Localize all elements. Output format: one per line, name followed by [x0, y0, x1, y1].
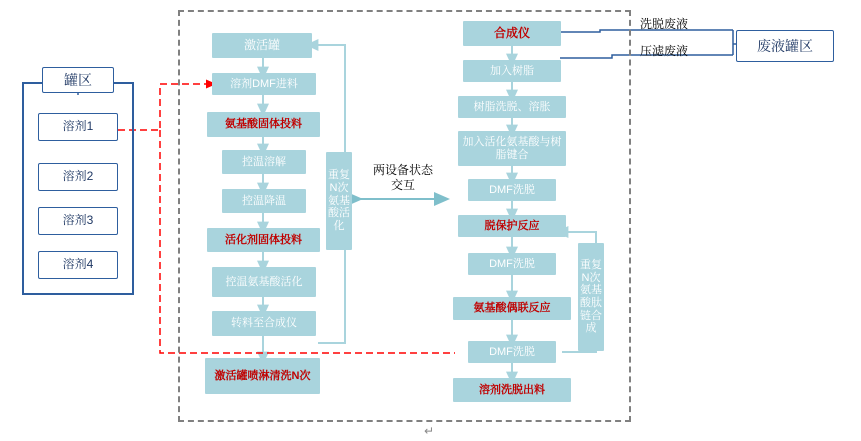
right-step-4[interactable]: DMF洗脱 [468, 179, 556, 201]
right-step-8[interactable]: DMF洗脱 [468, 341, 556, 363]
waste-tank-area[interactable]: 废液罐区 [736, 30, 834, 62]
state-interaction-label: 两设备状态交互 [372, 163, 433, 192]
solvent-item-3[interactable]: 溶剂3 [38, 207, 118, 235]
tank-area-header[interactable]: 罐区 [42, 67, 114, 93]
right-loop-label: 重复N次氨基酸肽链合成 [578, 243, 604, 351]
left-step-1[interactable]: 溶剂DMF进料 [212, 73, 316, 95]
right-step-9[interactable]: 溶剂洗脱出料 [453, 378, 571, 402]
right-step-7[interactable]: 氨基酸偶联反应 [453, 297, 571, 320]
left-step-3[interactable]: 控温溶解 [222, 150, 306, 174]
left-step-4[interactable]: 控温降温 [222, 189, 306, 213]
solvent-item-4[interactable]: 溶剂4 [38, 251, 118, 279]
solvent-item-1[interactable]: 溶剂1 [38, 113, 118, 141]
left-step-5[interactable]: 活化剂固体投料 [207, 228, 320, 252]
waste-line-1: 洗脱废液 [640, 17, 689, 31]
solvent-item-2[interactable]: 溶剂2 [38, 163, 118, 191]
right-step-6[interactable]: DMF洗脱 [468, 253, 556, 275]
left-step-8[interactable]: 激活罐喷淋清洗N次 [205, 358, 320, 394]
left-step-2[interactable]: 氨基酸固体投料 [207, 112, 320, 137]
synthesizer-title[interactable]: 合成仪 [463, 21, 561, 46]
paragraph-mark: ↵ [424, 424, 435, 438]
right-step-5[interactable]: 脱保护反应 [458, 215, 566, 237]
right-step-2[interactable]: 树脂洗脱、溶胀 [458, 96, 566, 118]
right-step-3[interactable]: 加入活化氨基酸与树脂键合 [458, 131, 566, 166]
waste-line-2: 压滤废液 [640, 44, 689, 58]
right-step-1[interactable]: 加入树脂 [463, 60, 561, 82]
left-loop-label: 重复N次氨基酸活化 [326, 152, 352, 250]
activation-tank-title[interactable]: 激活罐 [212, 33, 312, 58]
left-step-6[interactable]: 控温氨基酸活化 [212, 267, 316, 297]
left-step-7[interactable]: 转料至合成仪 [212, 311, 316, 336]
